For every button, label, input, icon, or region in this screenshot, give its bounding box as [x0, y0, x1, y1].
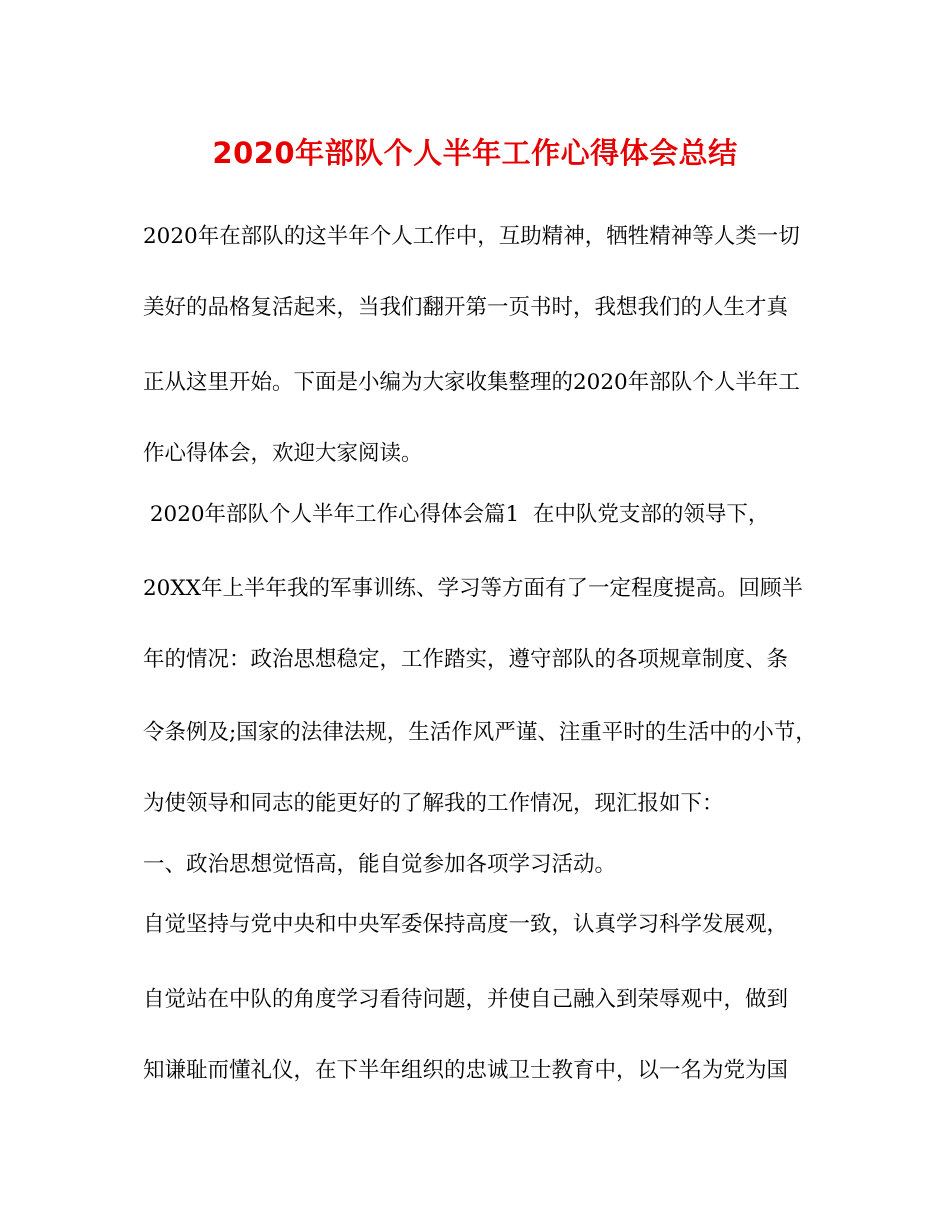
paragraph-line: 自觉坚持与党中央和中央军委保持高度一致，认真学习科学发展观，	[143, 912, 789, 937]
document-title: 2020年部队个人半年工作心得体会总结	[212, 136, 738, 170]
paragraph-line: 2020年在部队的这半年个人工作中，互助精神，牺牲精神等人类一切	[143, 224, 800, 249]
paragraph-line: 年的情况：政治思想稳定，工作踏实，遵守部队的各项规章制度、条	[143, 647, 789, 672]
paragraph-line: 为使领导和同志的能更好的了解我的工作情况，现汇报如下：	[143, 791, 724, 816]
paragraph-line: 令条例及;国家的法律法规，生活作风严谨、注重平时的生活中的小节，	[143, 720, 817, 745]
paragraph-line: 作心得体会，欢迎大家阅读。	[143, 441, 423, 466]
paragraph-line: 美好的品格复活起来，当我们翻开第一页书时，我想我们的人生才真	[143, 295, 789, 320]
paragraph-line: 自觉站在中队的角度学习看待问题，并使自己融入到荣辱观中，做到	[143, 987, 789, 1012]
paragraph-line: 正从这里开始。下面是小编为大家收集整理的2020年部队个人半年工	[143, 370, 800, 395]
section-heading: 一、政治思想觉悟高，能自觉参加各项学习活动。	[143, 852, 617, 877]
paragraph-line: 20XX年上半年我的军事训练、学习等方面有了一定程度提高。回顾半	[143, 576, 803, 601]
paragraph-line: 2020年部队个人半年工作心得体会篇1 在中队党支部的领导下，	[143, 502, 770, 527]
paragraph-line: 知谦耻而懂礼仪，在下半年组织的忠诚卫士教育中，以一名为党为国	[143, 1058, 789, 1083]
